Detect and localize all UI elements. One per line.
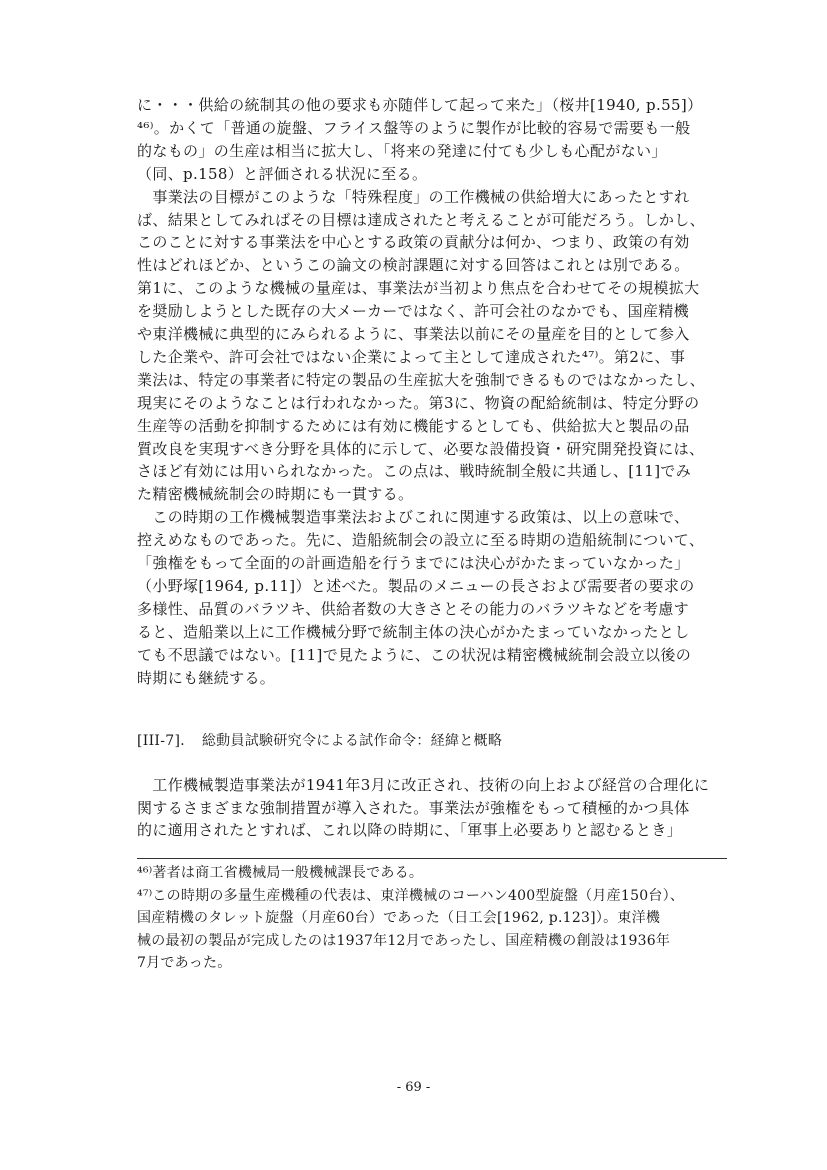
text-line: さほど有効には用いられなかった。この点は、戦時統制全般に共通し、[11]でみ [137,462,692,481]
text-line: た精密機械統制会の時期にも一貫する。 [137,485,414,504]
text-line: 第1に、このような機械の量産は、事業法が当初より焦点を合わせてその規模拡大 [137,279,700,298]
text-line: 的なもの」の生産は相当に拡大し、「将来の発達に付ても少しも心配がない」 [137,141,667,160]
text-line: （同、p.158）と評価される状況に至る。 [137,164,428,183]
page-number: - 69 - [396,1080,431,1095]
text-line: に・・・供給の統制其の他の要求も亦随伴して起って来た」（桜井[1940, p.55]） [137,96,703,114]
text-line: 現実にそのようなことは行われなかった。第3に、物資の配給統制は、特定分野の [137,393,700,412]
text-line: 生産等の活動を抑制するためには有効に機能するとしても、供給拡大と製品の品 [137,416,690,435]
text-line: このことに対する事業法を中心とする政策の貢献分は何か、つまり、政策の有効 [137,233,690,252]
text-line: 的に適用されたとすれば、これ以降の時期に、「軍事上必要ありと認むるとき」 [137,821,683,839]
text-line: 多様性、品質のバラツキ、供給者数の大きさとその能力のバラツキなどを考慮す [137,599,690,618]
text-line: 事業法の目標がこのような「特殊程度」の工作機械の供給増大にあったとすれ [137,187,690,206]
text-line: 国産精機のタレット旋盤（月産60台）であった（日工会[1962, p.123]）。東洋機 [137,910,661,926]
text-line: （小野塚[1964, p.11]）と述べた。製品のメニューの長さおよび需要者の要求の [137,576,695,595]
text-line: ⁴⁷⁾この時期の多量生産機種の代表は、東洋機械のコーハン400型旋盤（月産150台）、 [137,887,685,904]
text-line: ⁴⁶⁾。かくて「普通の旋盤、フライス盤等のように製作が比較的容易で需要も一般 [137,118,691,137]
text-line: 7月であった。 [137,955,232,971]
text-line: 「強権をもって全面的の計画造船を行うまでには決心がかたまっていなかった」 [137,554,690,572]
text-line: 工作機械製造事業法が1941年3月に改正され、技術の向上および経営の合理化に [137,776,710,794]
text-line: や東洋機械に典型的にみられるように、事業法以前にその量産を目的として参入 [137,325,690,343]
text-line: した企業や、許可会社ではない企業によって主として達成された⁴⁷⁾。第2に、事 [137,347,686,366]
text-line: 時期にも継続する。 [137,668,276,687]
text-line: 械の最初の製品が完成したのは1937年12月であったし、国産精機の創設は1936年 [137,932,671,949]
text-line: ても不思議ではない。[11]で見たように、この状況は精密機械統制会設立以後の [137,645,692,664]
text-line: 質改良を実現すべき分野を具体的に示して、必要な設備投資・研究開発投資には、 [137,439,705,458]
text-line: 性はどれほどか、というこの論文の検討課題に対する回答はこれとは別である。 [137,256,690,275]
section-heading: [III-7]． 総動員試験研究令による試作命令：経緯と概略 [137,733,503,749]
text-line: 業法は、特定の事業者に特定の製品の生産拡大を強制できるものではなかったし、 [137,370,705,389]
text-line: 関するさまざまな強制措置が導入された。事業法が強権をもって積極的かつ具体 [137,798,690,817]
text-line: ると、造船業以上に工作機械分野で統制主体の決心がかたまっていなかったとし [137,622,690,641]
text-line: を奨励しようとした既存の大メーカーではなく、許可会社のなかでも、国産精機 [137,302,690,321]
text-line: ⁴⁶⁾著者は商工省機械局一般機械課長である。 [137,865,424,881]
text-line: この時期の工作機械製造事業法およびこれに関連する政策は、以上の意味で、 [137,508,690,527]
text-line: 控えめなものであった。先に、造船統制会の設立に至る時期の造船統制について、 [137,531,705,550]
footnote-divider [137,858,727,859]
text-line: ば、結果としてみればその目標は達成されたと考えることが可能だろう。しかし、 [137,210,705,229]
